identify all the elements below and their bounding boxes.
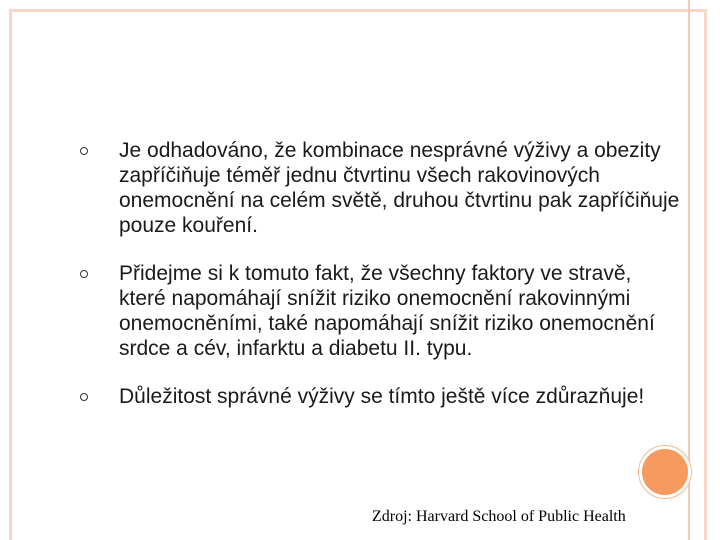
bullet-item <box>80 261 680 361</box>
bullet-text: Přidejme si k tomuto fakt, že všechny faktory ve stravě, které napomáhají snížit riziko onemocnění rakovinnými onemocněními, také napomáhají snížit riziko onemocnění srdce a cév, infarktu a diabetu II. typu. <box>119 262 655 360</box>
decorative-vertical-line <box>688 0 690 540</box>
decorative-orange-circle <box>639 446 691 498</box>
bullet-item <box>80 384 680 409</box>
bullet-text: Důležitost správné výživy se tímto ještě více zdůrazňuje! <box>119 385 645 408</box>
source-citation: Zdroj: Harvard School of Public Health <box>372 508 626 525</box>
bullet-list <box>80 138 680 409</box>
hollow-circle-bullet-icon <box>80 270 88 278</box>
hollow-circle-bullet-icon <box>80 147 88 155</box>
bullet-text: Je odhadováno, že kombinace nesprávné výživy a obezity zapříčiňuje téměř jednu čtvrtinu všech rakovinových onemocnění na celém světě, druhou čtvrtinu pak zapříčiňuje pouze kouření. <box>119 139 680 237</box>
bullet-item <box>80 138 680 238</box>
hollow-circle-bullet-icon <box>80 393 88 401</box>
